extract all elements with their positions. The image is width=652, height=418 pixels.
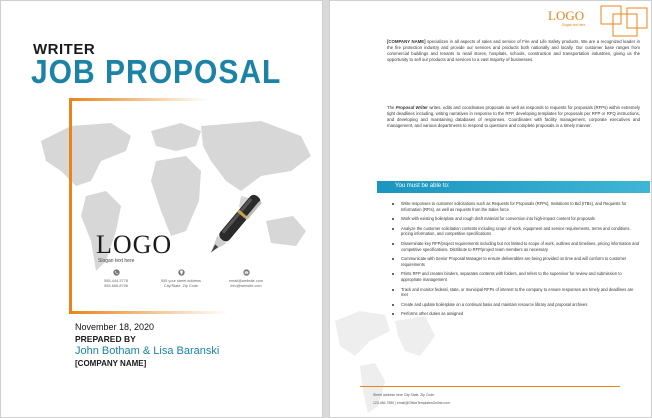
intro-text: specializes in all aspects of sales and service of Fire and Life Safety products. We are a recognized leader in the fire protection industry and provide our services and products both nationally and locally. Our customer base ranges from commercial buildings and tenants to retail stores, hospitals, schools, construction and transportation industries, giving us the opportunity to sell our products and services to a vast majority of businesses. xyxy=(387,39,641,63)
intro-paragraph xyxy=(387,39,640,63)
email-icon xyxy=(243,269,250,276)
contact-phone-line2: 555-666-8796 xyxy=(104,284,128,288)
contact-phone-line1: 555-444-3778 xyxy=(104,279,128,283)
header-logo: LOGO xyxy=(548,8,585,23)
cover-title: JOB PROPOSAL xyxy=(31,54,282,91)
detail-page xyxy=(329,0,652,418)
location-icon xyxy=(178,269,185,276)
author-names: John Botham & Lisa Baranski xyxy=(75,345,220,357)
cover-date: November 18, 2020 xyxy=(75,322,155,332)
requirements-band xyxy=(377,181,650,193)
list-item: Communicate with Senior Proposal Manager to ensure deliverables are being provided on time and will conform to customer requirements xyxy=(387,256,639,267)
list-item: Write responses to customer solicitations such as Requests for Proposals (RFPs), Invitations to Bid (ITBs), and Requests for Information (RFIs), as well as requests from the Sales force xyxy=(387,201,639,212)
contact-email xyxy=(211,269,281,289)
prepared-by-label: PREPARED BY xyxy=(75,334,136,344)
frame-bottom-bar xyxy=(69,311,229,314)
footer-divider xyxy=(360,386,620,387)
role-emphasis: Proposal Writer xyxy=(395,105,428,110)
cover-company-name: [COMPANY NAME] xyxy=(75,359,147,368)
contact-address xyxy=(146,269,216,289)
contact-email-line2: info@website.com xyxy=(230,284,262,288)
cover-page xyxy=(0,0,323,418)
role-text: writes, edits and coordinates proposals as well as responds to requests for proposals (RFPs) within extremely tight deadlines including, writing narratives in response to the RFP, developing templates for proposals per RFP or RFQ instructions, and developing and maintaining databases of responses. Coordinates with facility management, corporate executives and management, and various departments to respond to questions and complete proposals in a timely manner. xyxy=(387,105,641,129)
role-paragraph xyxy=(387,105,640,129)
role-text-pre: The xyxy=(387,105,396,110)
contact-address-line2: City/State, Zip Code xyxy=(164,284,198,288)
list-item: Analyze the customer solicitation contents including scope of work, equipment and service requirements, terms and conditions, pricing information, and competitive specifications xyxy=(387,226,639,237)
cover-slogan: Slogan text here xyxy=(98,258,135,264)
phone-icon xyxy=(113,269,120,276)
requirements-band-label: You must be able to: xyxy=(395,183,450,189)
list-item: Disseminate key RFP/project requirements including but not limited to scope of work, outlines and timelines, pricing information and competitive specifications. Distribute to RFP/project team members as necessary xyxy=(387,241,639,252)
square-decoration-graphic xyxy=(599,4,651,44)
list-item: Create and update boilerplate on a continual basis and maintain resource library and proposal archives xyxy=(387,302,639,308)
footer-address: Street address here City State, Zip Code xyxy=(373,393,435,397)
cover-logo: LOGO xyxy=(96,230,173,259)
list-item: Work with existing boilerplate and rough draft material for conversion into high-impact content for proposals xyxy=(387,216,639,222)
list-item: Prints RFP and creates binders, separates contents with folders, and refers to the supervisor for review and submission to appropriate management xyxy=(387,271,639,282)
header-slogan: Slogan text here xyxy=(562,23,586,27)
pen-icon xyxy=(201,186,267,264)
requirements-list xyxy=(387,201,639,317)
footer-contact: 123-456-7890 | email@OfficeTemplatesOnline.com xyxy=(373,401,450,405)
list-item: Track and monitor federal, state, or municipal RFPs of interest to the company to ensure responses are timely and deadlines are met xyxy=(387,287,639,298)
intro-company-name: [COMPANY NAME] xyxy=(387,39,426,44)
list-item: Performs other duties as assigned xyxy=(387,311,639,317)
contact-email-line1: email@website.com xyxy=(228,279,264,283)
contact-phone xyxy=(81,269,151,289)
frame-left-bar xyxy=(69,98,72,314)
frame-top-bar xyxy=(69,98,209,101)
contact-address-line1: 555 your street address xyxy=(161,279,201,283)
cover-kicker: WRITER xyxy=(33,41,96,58)
